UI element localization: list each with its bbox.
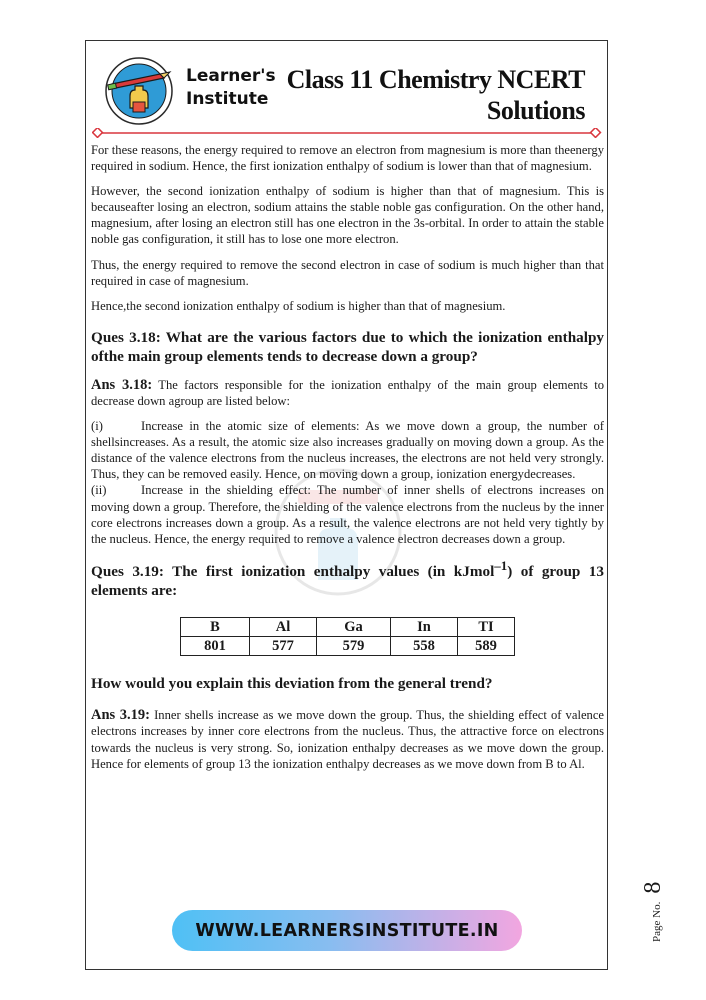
table-row [181, 636, 515, 655]
website-link[interactable]: WWW.LEARNERSINSTITUTE.IN [172, 910, 522, 951]
answer-text: Inner shells increase as we move down the group. Thus, the shielding effect of valence electrons increases by inner core electrons from the nucleus. Thus, the attractive force on electrons towards the nucleus is very strong. So, ionization enthalpy decreases as we move down the group. Hence for elements of group 13 the ionization enthalpy decreases as we move down from B to Al. [91, 708, 605, 771]
paragraph: Thus, the energy required to remove the second electron in case of sodium is much higher than that required in case of magnesium. [91, 257, 604, 288]
paragraph: Hence,the second ionization enthalpy of sodium is higher than that of magnesium. [91, 298, 506, 313]
list-item [91, 482, 604, 546]
question-text-part: ) of group 13 elements are: [91, 562, 604, 600]
table-header-cell: Ga [317, 617, 391, 636]
list-item-text: Increase in the shielding effect: The number of inner shells of electrons increases on moving down a group. Therefore, the shielding of the valence electrons from the nucleus by the inner core electrons increases down a group. As a result, the valence electrons are not held very tightly by the nucleus. Hence, the energy required to remove a valence electron decreases down a group. [91, 483, 604, 546]
table-cell: 577 [250, 636, 317, 655]
page-title [287, 64, 585, 126]
list-item-number: (i) [91, 419, 103, 434]
title-line-1: Class 11 Chemistry NCERT [286, 65, 585, 94]
answer-label: Ans 3.18: [91, 376, 153, 393]
table-header-row [181, 617, 515, 636]
brand-line-1: Learner's [186, 66, 276, 86]
brand-name [186, 65, 276, 111]
list-item-text: Increase in the atomic size of elements: As we move down a group, the number of shellsincreases. As a result, the atomic size also increases gradually on moving down a group. As the distance of the valence electrons from the nucleus increases, the electrons are not held very strongly. Thus, they can be removed easily. Hence, on moving down a group, ionization energydecreases. [91, 419, 604, 482]
table-cell: 801 [181, 636, 250, 655]
page-number-rotated [640, 882, 667, 942]
table-cell: 589 [458, 636, 515, 655]
table-header-cell: B [181, 617, 250, 636]
answer-3-19 [91, 707, 604, 771]
learners-institute-logo-icon [104, 56, 174, 126]
list-item [91, 418, 604, 482]
table-header-cell: TI [458, 617, 515, 636]
answer-3-18 [91, 377, 604, 409]
question-3-19 [91, 556, 604, 601]
table-header-cell: In [391, 617, 458, 636]
header-divider [92, 128, 602, 138]
question-superscript: –1 [494, 557, 508, 573]
brand-line-2: Institute [186, 89, 269, 109]
title-line-2: Solutions [486, 96, 585, 125]
table-header-cell: Al [250, 617, 317, 636]
table-cell: 558 [391, 636, 458, 655]
list-item-number: (ii) [91, 483, 107, 498]
question-3-18: Ques 3.18: What are the various factors due to which the ionization enthalpy ofthe main group elements tends to decrease down a group? [91, 328, 604, 366]
answer-text: The factors responsible for the ionization enthalpy of the main group elements to decrease down agroup are listed below: [91, 377, 604, 408]
table-cell: 579 [317, 636, 391, 655]
question-text-part: Ques 3.19: The first ionization enthalpy values (in kJmol [91, 562, 495, 580]
question-3-19-followup: How would you explain this deviation from the general trend? [91, 674, 493, 692]
answer-label: Ans 3.19: [91, 707, 150, 724]
page-number-block [640, 878, 674, 948]
main-content [91, 142, 604, 781]
page-label: Page No. [651, 901, 663, 942]
page-number: 8 [640, 881, 666, 894]
paragraph: For these reasons, the energy required to remove an electron from magnesium is more than theenergy required in sodium. Hence, the first ionization enthalpy of sodium is lower than that of magnesium. [91, 143, 604, 174]
paragraph: However, the second ionization enthalpy of sodium is higher than that of magnesium. This is becauseafter losing an electron, sodium attains the stable noble gas configuration. On the other hand, magnesium, after losing an electron still has one electron in the 3s-orbital. In order to attain the stable noble gas configuration, it still has to lose one more electron. [91, 184, 604, 247]
ionization-enthalpy-table [180, 617, 515, 656]
